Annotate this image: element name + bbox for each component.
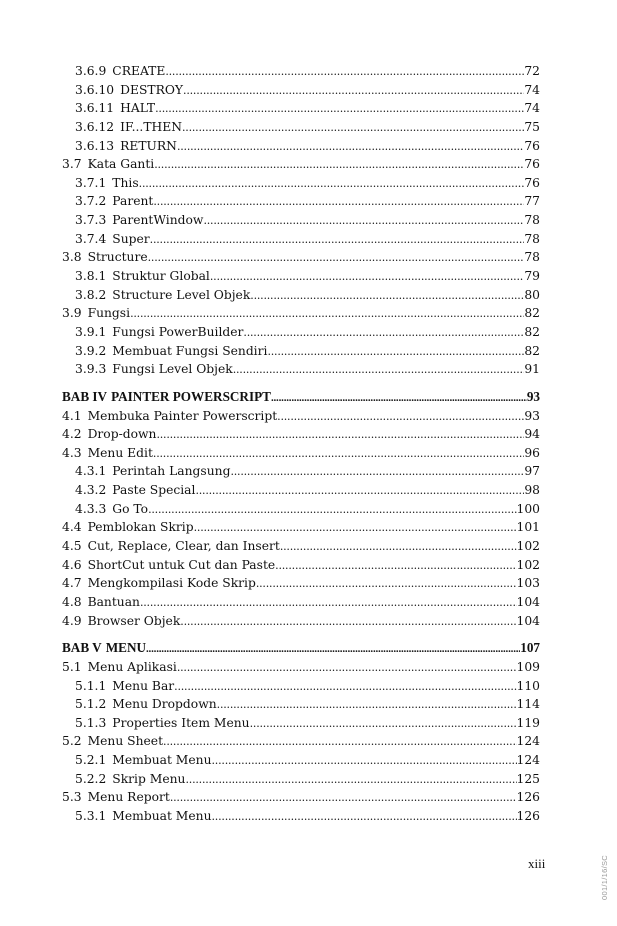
toc-entry	[62, 518, 540, 537]
dot-leader	[185, 771, 516, 790]
toc-entry-number: 3.6.12	[75, 119, 115, 134]
toc-entry	[62, 174, 540, 193]
dot-leader	[139, 175, 525, 194]
toc-entry-title: CREATE	[112, 64, 166, 78]
toc-entry-title: Membuat Menu	[112, 808, 212, 823]
toc-entry-title: Fungsi Level Objek	[112, 362, 233, 377]
toc-entry-page: 104	[516, 594, 540, 609]
toc-entry-page: 72	[524, 64, 540, 78]
toc-entry-number: 5.2.2	[75, 771, 107, 786]
toc-entry	[62, 342, 540, 361]
toc-entry-number: 5.3	[62, 790, 82, 805]
toc-entry-title: Pemblokan Skrip	[87, 520, 194, 535]
dot-leader	[163, 733, 516, 752]
toc-entry-page: 75	[524, 119, 540, 134]
toc-entry	[62, 732, 540, 751]
toc-entry-page: 126	[516, 790, 540, 805]
toc-entry-number: 3.7.4	[75, 231, 107, 246]
dot-leader	[275, 557, 516, 576]
dot-leader	[155, 100, 524, 119]
toc-entry-title: This	[112, 175, 139, 190]
toc-entry-page: 80	[524, 287, 540, 302]
toc-entry	[62, 118, 540, 137]
toc-entry	[62, 192, 540, 211]
toc-entry-page: 82	[524, 306, 540, 321]
toc-entry	[62, 481, 540, 500]
dot-leader	[280, 538, 517, 557]
toc-entry-title: Drop-down	[87, 427, 157, 442]
toc-entry-number: 4.8	[62, 594, 82, 609]
toc-entry-title: IF...THEN	[120, 119, 182, 134]
toc-entry	[62, 677, 540, 696]
toc-entry-number: 5.1.1	[75, 678, 107, 693]
toc-entry-page: 102	[516, 539, 540, 554]
toc-entry-title: Paste Special	[112, 483, 196, 498]
toc-entry-page: 78	[524, 231, 540, 246]
dot-leader	[250, 715, 517, 734]
toc-entry-title: Mengkompilasi Kode Skrip	[87, 576, 256, 591]
toc-entry-page: 98	[524, 483, 540, 498]
toc-entry-title: Super	[112, 231, 150, 246]
toc-entry-page: 101	[516, 520, 540, 535]
toc-entry-number: 5.1	[62, 659, 82, 674]
toc-entry-number: 3.7.3	[75, 213, 107, 228]
toc-entry-title: Structure Level Objek	[112, 287, 251, 302]
toc-entry-number: 3.6.10	[75, 82, 115, 97]
toc-entry-page: 126	[516, 808, 540, 823]
toc-entry-page: 76	[524, 138, 540, 153]
toc-entry-title: Menu Edit	[87, 445, 153, 460]
toc-entry-page: 125	[516, 771, 540, 786]
toc-entry-number: 3.9	[62, 306, 82, 321]
toc-entry-page: 82	[524, 343, 540, 358]
toc-entry	[62, 500, 540, 519]
dot-leader	[210, 268, 524, 287]
toc-entry-title: HALT	[120, 101, 156, 116]
toc-entry-title: Parent	[112, 194, 154, 209]
dot-leader	[148, 249, 525, 268]
toc-entry-number: 5.2	[62, 734, 82, 749]
toc-entry	[62, 462, 540, 481]
toc-entry-page: 107	[520, 640, 540, 656]
toc-entry-title: Membuat Menu	[112, 753, 212, 768]
toc-entry-title: Menu Dropdown	[112, 697, 217, 712]
dot-leader	[150, 231, 525, 250]
toc-entry-page: 76	[524, 157, 540, 172]
toc-entry-page: 103	[516, 576, 540, 591]
toc-entry	[62, 248, 540, 267]
toc-entry-page: 74	[524, 101, 540, 116]
toc-entry-number: 4.9	[62, 613, 82, 628]
dot-leader	[177, 659, 517, 678]
toc-entry-number: 3.9.1	[75, 324, 107, 339]
toc-entry-title: Struktur Global	[112, 269, 210, 284]
toc-entry-page: 94	[524, 427, 540, 442]
toc-entry	[62, 444, 540, 463]
toc-entry-title: ShortCut untuk Cut dan Paste	[87, 557, 276, 572]
dot-leader	[177, 138, 524, 157]
dot-leader	[154, 156, 524, 175]
toc-entry-page: 114	[516, 697, 540, 712]
toc-entry-page: 91	[524, 362, 540, 377]
toc-entry-page: 110	[516, 678, 540, 693]
toc-entry-title: Structure	[87, 250, 148, 265]
toc-entry-number: 3.7.2	[75, 194, 107, 209]
dot-leader	[130, 305, 524, 324]
toc-entry-number: 5.2.1	[75, 753, 107, 768]
dot-leader	[156, 426, 524, 445]
toc-entry-title: ParentWindow	[112, 213, 204, 228]
toc-entry	[62, 770, 540, 789]
dot-leader	[195, 482, 524, 501]
toc-entry-page: 78	[524, 213, 540, 228]
toc-entry	[62, 751, 540, 770]
toc-entry-page: 77	[524, 194, 540, 209]
toc-entry-title: Bantuan	[87, 594, 140, 609]
toc-entry	[62, 267, 540, 286]
toc-entry	[62, 155, 540, 174]
toc-entry-title: Membuat Fungsi Sendiri	[112, 343, 268, 358]
table-of-contents	[62, 62, 540, 826]
toc-entry	[62, 304, 540, 323]
toc-entry-number: 3.8.2	[75, 287, 107, 302]
toc-entry-page: 78	[524, 250, 540, 265]
toc-entry-page: 74	[524, 82, 540, 97]
dot-leader	[243, 324, 524, 343]
dot-leader	[203, 212, 524, 231]
toc-entry-number: 3.6.11	[75, 101, 115, 116]
dot-leader	[183, 82, 524, 101]
dot-leader	[170, 789, 517, 808]
toc-entry-number: 3.9.2	[75, 343, 107, 358]
toc-entry	[62, 537, 540, 556]
toc-entry-number: 4.2	[62, 427, 82, 442]
toc-entry-title: Browser Objek	[87, 613, 181, 628]
toc-entry-number: 3.7	[62, 157, 82, 172]
toc-entry-title: MENU	[105, 640, 146, 656]
toc-entry	[62, 286, 540, 305]
side-print-code: 001/1/16/SC	[600, 855, 609, 900]
toc-entry-title: Menu Report	[87, 790, 170, 805]
toc-entry-page: 109	[516, 659, 540, 674]
toc-entry	[62, 788, 540, 807]
toc-entry-page: 124	[516, 753, 540, 768]
toc-entry-page: 93	[526, 388, 540, 404]
toc-entry	[62, 211, 540, 230]
toc-entry	[62, 593, 540, 612]
toc-entry	[62, 137, 540, 156]
toc-entry-title: Kata Ganti	[87, 157, 155, 172]
dot-leader	[165, 63, 524, 82]
dot-leader	[212, 752, 517, 771]
toc-entry	[62, 323, 540, 342]
toc-entry	[62, 695, 540, 714]
dot-leader	[182, 119, 524, 138]
toc-entry-title: Menu Bar	[112, 678, 175, 693]
toc-entry-title: Menu Sheet	[87, 734, 164, 749]
toc-entry-number: 4.1	[62, 408, 82, 423]
toc-entry-title: DESTROY	[120, 82, 184, 97]
toc-entry-page: 93	[524, 408, 540, 423]
toc-entry-number: 4.3.3	[75, 501, 107, 516]
toc-entry	[62, 556, 540, 575]
toc-entry-page: 100	[516, 501, 540, 516]
dot-leader	[174, 678, 516, 697]
toc-entry-number: 4.6	[62, 557, 82, 572]
toc-entry-number: 5.1.3	[75, 715, 107, 730]
toc-entry	[62, 714, 540, 733]
dot-leader	[153, 193, 524, 212]
dot-leader	[230, 463, 524, 482]
toc-entry-number: 4.4	[62, 520, 82, 535]
dot-leader	[267, 343, 524, 362]
dot-leader	[212, 808, 517, 827]
toc-entry-number: 3.6.13	[75, 138, 115, 153]
toc-entry-title: Properties Item Menu	[112, 715, 250, 730]
toc-entry	[62, 407, 540, 426]
dot-leader	[217, 696, 517, 715]
toc-entry-page: 79	[524, 269, 540, 284]
dot-leader	[194, 519, 517, 538]
dot-leader	[140, 594, 517, 613]
toc-entry	[62, 99, 540, 118]
toc-entry-number: 4.3.1	[75, 464, 107, 479]
toc-entry-page: 102	[516, 557, 540, 572]
toc-entry-page: 82	[524, 324, 540, 339]
toc-entry-title: RETURN	[120, 138, 177, 153]
toc-chapter-entry	[62, 639, 540, 658]
toc-entry-page: 104	[516, 613, 540, 628]
toc-entry-number: 3.9.3	[75, 362, 107, 377]
toc-entry-number: BAB IV	[62, 388, 108, 404]
toc-entry-number: 3.8.1	[75, 269, 107, 284]
dot-leader	[277, 408, 524, 427]
dot-leader	[153, 445, 524, 464]
dot-leader	[271, 389, 527, 408]
toc-entry	[62, 574, 540, 593]
toc-entry-title: Skrip Menu	[112, 771, 186, 786]
toc-entry-title: Perintah Langsung	[112, 464, 231, 479]
toc-entry-number: 4.3	[62, 445, 82, 460]
toc-entry-number: BAB V	[62, 640, 102, 656]
toc-entry-page: 124	[516, 734, 540, 749]
toc-entry	[62, 360, 540, 379]
toc-entry	[62, 658, 540, 677]
toc-chapter-entry	[62, 388, 540, 407]
toc-entry	[62, 230, 540, 249]
toc-entry-number: 4.5	[62, 539, 82, 554]
dot-leader	[180, 613, 516, 632]
dot-leader	[256, 575, 517, 594]
toc-entry-number: 3.6.9	[75, 64, 107, 78]
toc-entry	[62, 612, 540, 631]
toc-entry-title: PAINTER POWERSCRIPT	[111, 388, 271, 404]
toc-entry-number: 4.7	[62, 576, 82, 591]
toc-entry	[62, 62, 540, 81]
toc-entry-title: Fungsi	[87, 306, 131, 321]
toc-entry-title: Menu Aplikasi	[87, 659, 177, 674]
toc-entry-title: Fungsi PowerBuilder	[112, 324, 244, 339]
toc-entry	[62, 807, 540, 826]
toc-entry-number: 5.3.1	[75, 808, 107, 823]
toc-entry-page: 97	[524, 464, 540, 479]
toc-entry-page: 76	[524, 175, 540, 190]
toc-entry-number: 3.8	[62, 250, 82, 265]
toc-entry-page: 96	[524, 445, 540, 460]
toc-entry-number: 5.1.2	[75, 697, 107, 712]
toc-entry	[62, 81, 540, 100]
toc-entry-title: Membuka Painter Powerscript	[87, 408, 278, 423]
dot-leader	[250, 287, 524, 306]
dot-leader	[148, 501, 516, 520]
page-number: xiii	[528, 856, 546, 871]
toc-entry-number: 3.7.1	[75, 175, 107, 190]
dot-leader	[233, 361, 525, 380]
toc-entry	[62, 425, 540, 444]
toc-entry-page: 119	[516, 715, 540, 730]
toc-entry-title: Go To	[112, 501, 149, 516]
toc-entry-title: Cut, Replace, Clear, dan Insert	[87, 539, 280, 554]
toc-entry-number: 4.3.2	[75, 483, 107, 498]
dot-leader	[146, 640, 520, 659]
